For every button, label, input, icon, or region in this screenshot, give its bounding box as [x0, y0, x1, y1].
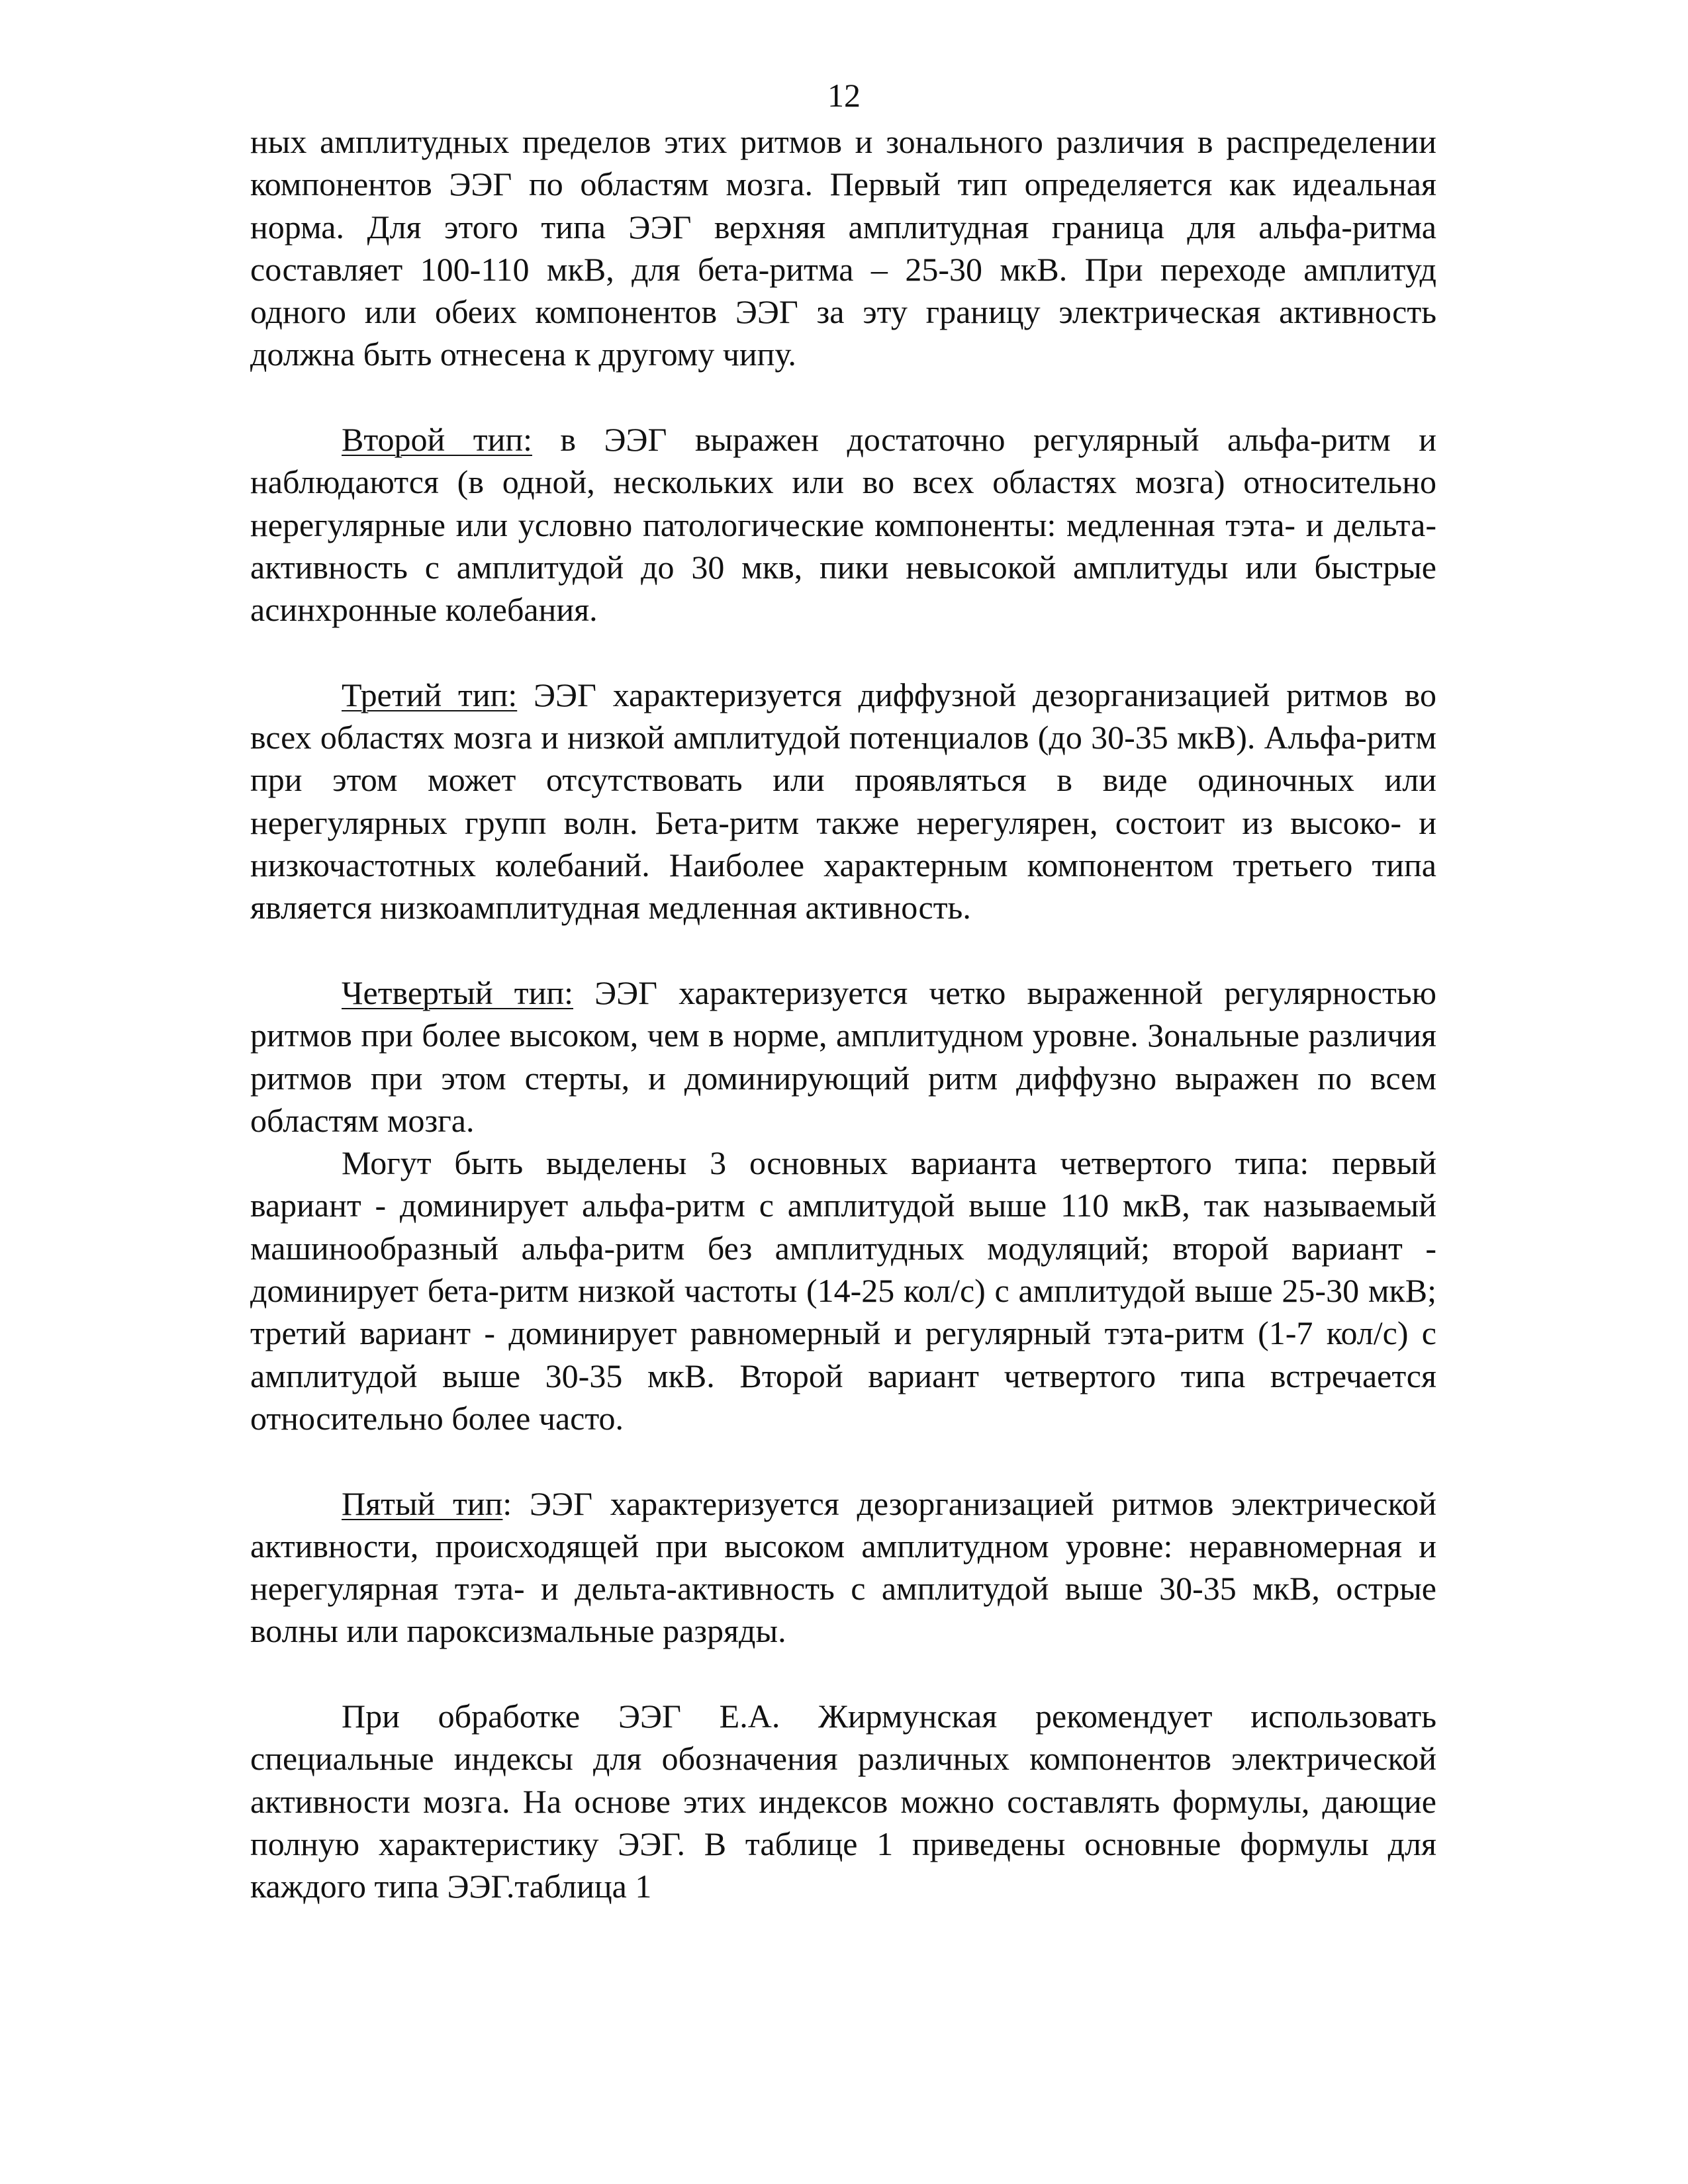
type4-heading: Четвертый тип: [342, 974, 573, 1011]
paragraph-type3 [250, 674, 1436, 929]
type5-heading: Пятый тип [342, 1484, 503, 1522]
type4-text: ЭЭГ характеризуется четко выраженной регулярностью ритмов при более высоком, чем в норме, амплитудном уровне. Зональные различия ритмов при этом стерты, и доминирующий ритм диффузно выражен по всем областям мозга. [250, 974, 1437, 1139]
page-number: 12 [827, 77, 861, 114]
paragraph-type2 [250, 418, 1436, 631]
paragraph-indices: При обработке ЭЭГ Е.А. Жирмунская рекомендует использовать специальные индексы для обозначения различных компонентов электрической активности мозга. На основе этих индексов можно составлять формулы, дающие полную характеристику ЭЭГ. В таблице 1 приведены основные формулы для каждого типа ЭЭГ.таблица 1 [250, 1697, 1436, 1905]
paragraph-type5 [250, 1482, 1436, 1653]
paragraph-type4 [250, 972, 1436, 1142]
type3-text: ЭЭГ характеризуется диффузной дезорганизацией ритмов во всех областях мозга и низкой амплитудой потенциалов (до 30-35 мкВ). Альфа-ритм при этом может отсутствовать или проявляться в виде одиночных или нерегулярных групп волн. Бета-ритм также нерегулярен, состоит из высоко- и низкочастотных колебаний. Наиболее характерным компонентом третьего типа является низкоамплитудная медленная активность. [250, 676, 1436, 927]
type5-text: : ЭЭГ характеризуется дезорганизацией ритмов электрической активности, происходящей при высоком амплитудном уровне: неравномерная и нерегулярная тэта- и дельта-активность с амплитудой выше 30-35 мкВ, острые волны или пароксизмальные разряды. [250, 1484, 1436, 1650]
type3-heading: Третий тип: [342, 676, 518, 713]
paragraph-type1-continuation: ных амплитудных пределов этих ритмов и зонального различия в распределении компонентов ЭЭГ по областям мозга. Первый тип определяется как идеальная норма. Для этого типа ЭЭГ верхняя амплитудная граница для альфа-ритма составляет 100-110 мкВ, для бета-ритма – 25-30 мкВ. При переходе амплитуд одного или обеих компонентов ЭЭГ за эту границу электрическая активность должна быть отнесена к другому чипу. [250, 123, 1436, 373]
paragraph-type4-variants: Могут быть выделены 3 основных варианта четвертого типа: первый вариант - доминирует альфа-ритм с амплитудой выше 110 мкВ, так называемый машинообразный альфа-ритм без амплитудных модуляций; второй вариант - доминирует бета-ритм низкой частоты (14-25 кол/с) с амплитудой выше 25-30 мкВ; третий вариант - доминирует равномерный и регулярный тэта-ритм (1-7 кол/с) с амплитудой выше 30-35 мкВ. Второй вариант четвертого типа встречается относительно более часто. [250, 1144, 1436, 1437]
type2-text: в ЭЭГ выражен достаточно регулярный альфа-ритм и наблюдаются (в одной, нескольких или во всех областях мозга) относительно нерегулярные или условно патологические компоненты: медленная тэта- и дельта-активность с амплитудой до 30 мкв, пики невысокой амплитуды или быстрые асинхронные колебания. [250, 421, 1437, 629]
body-text [250, 120, 1436, 1907]
type2-heading: Второй тип: [342, 421, 532, 459]
